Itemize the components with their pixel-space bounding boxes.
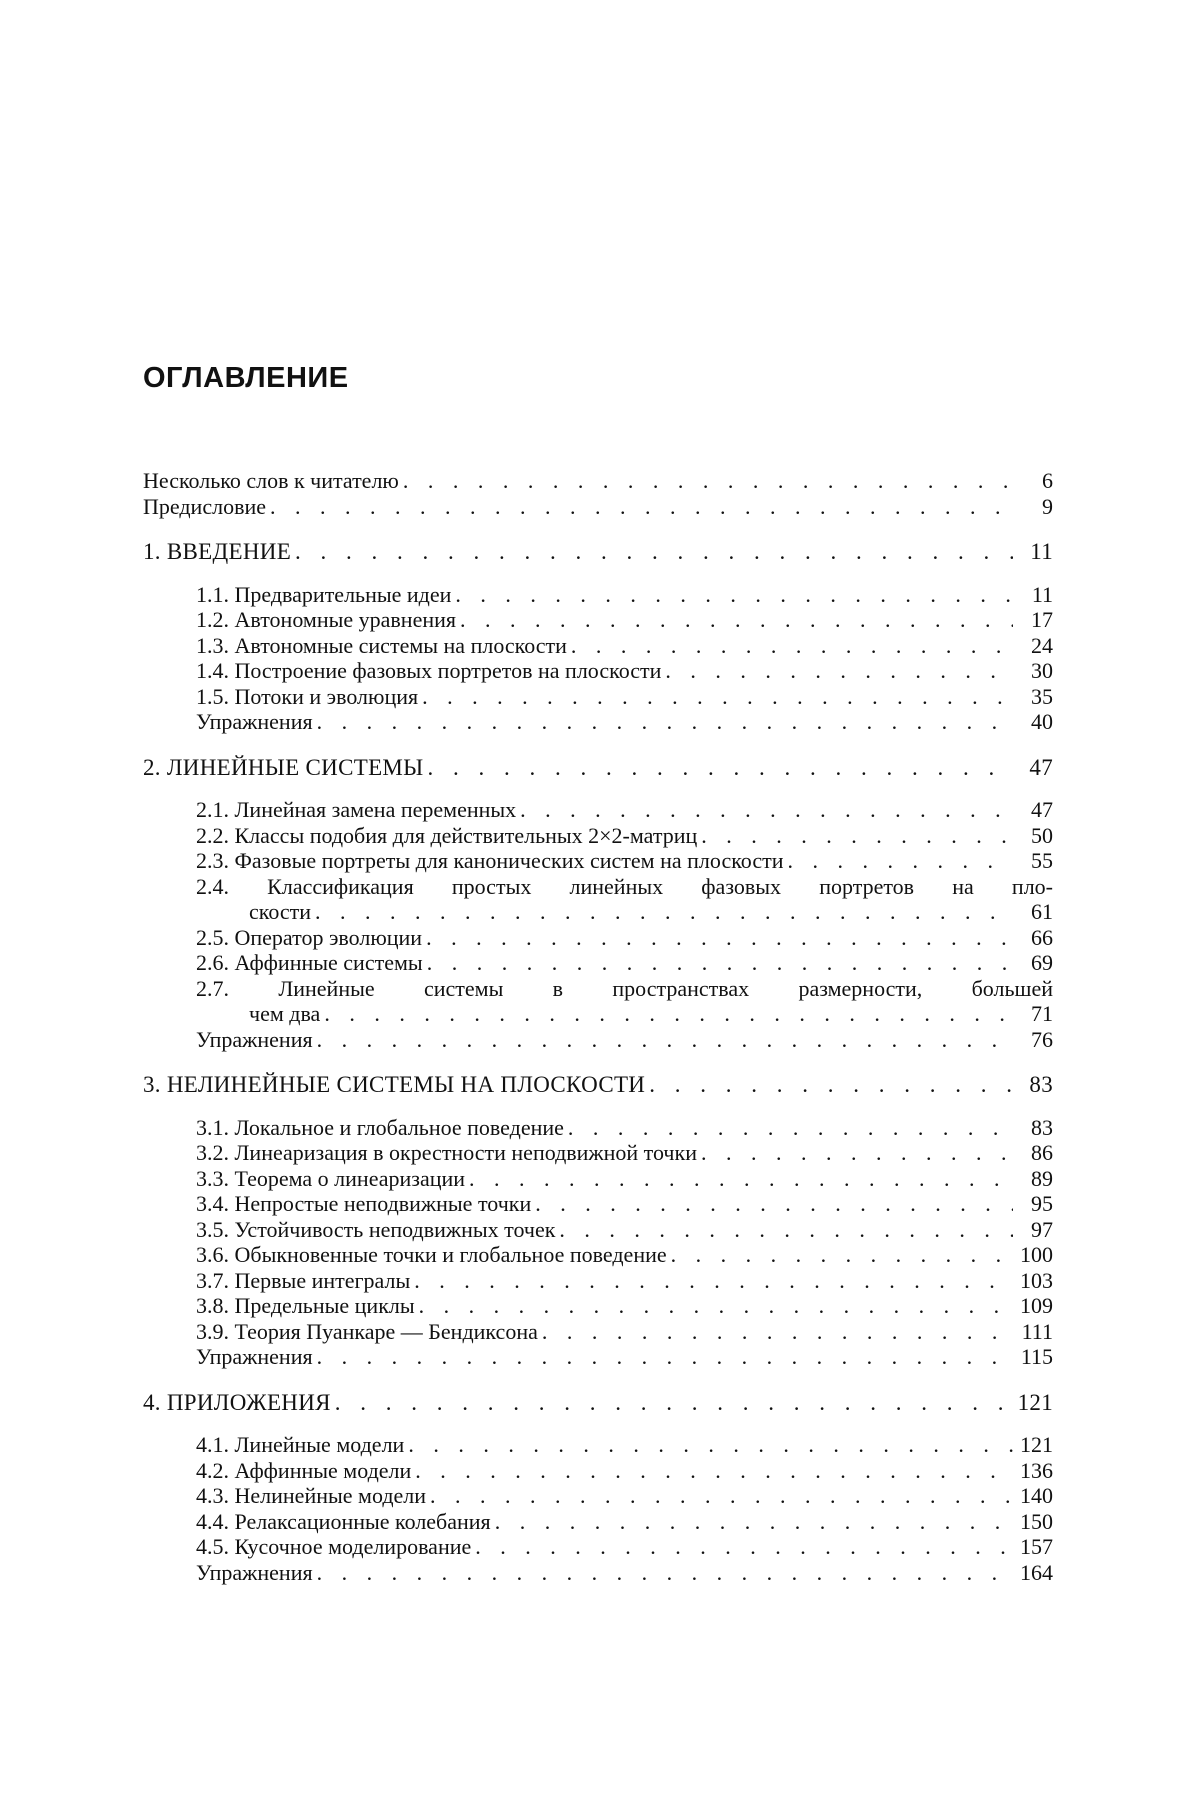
toc-entry-page: 76 <box>1031 1026 1053 1052</box>
dot-leader <box>295 539 1013 565</box>
dot-leader <box>535 1191 1013 1217</box>
toc-entry-2-7[interactable] <box>143 976 1053 1027</box>
toc-entry-page: 95 <box>1031 1191 1053 1216</box>
dot-leader <box>270 494 1013 520</box>
dot-leader <box>403 468 1013 494</box>
toc-entry-label: 4.5. Кусочное моделирование <box>196 1534 472 1559</box>
toc-entry-label: 1.2. Автономные уравнения <box>196 607 457 632</box>
toc-entry-label: 3.8. Предельные циклы <box>196 1293 415 1318</box>
toc-entry-preface[interactable] <box>143 494 1053 520</box>
toc-entry-preface-reader[interactable] <box>143 468 1053 494</box>
toc-entry-label: 4.1. Линейные модели <box>196 1432 405 1457</box>
dot-leader <box>542 1319 1013 1345</box>
toc-entry-label: 2.6. Аффинные системы <box>196 950 423 975</box>
toc-entry-page: 61 <box>1031 899 1053 924</box>
toc-entry-2-6[interactable] <box>143 950 1053 976</box>
toc-entry-3-6[interactable] <box>143 1242 1053 1268</box>
toc-chapter-1[interactable] <box>143 539 1053 565</box>
toc-entry-label: скости <box>249 899 312 924</box>
toc-entry-continuation <box>196 1001 1053 1027</box>
toc-entry-label-line1: 2.4. Классификация простых линейных фазовых портретов на пло- <box>196 873 1053 899</box>
dot-leader <box>428 755 1013 781</box>
toc-entry-label-line1: 2.7. Линейные системы в пространствах размерности, большей <box>196 975 1053 1001</box>
toc-entry-label: 2.3. Фазовые портреты для канонических систем на плоскости <box>196 848 784 873</box>
toc-entry-3-1[interactable] <box>143 1115 1053 1141</box>
toc-entry-3-exercises[interactable] <box>143 1344 1053 1370</box>
toc-chapter-page: 47 <box>1029 754 1053 780</box>
toc-entry-label: 1.3. Автономные системы на плоскости <box>196 632 567 658</box>
dot-leader <box>671 1242 1013 1268</box>
toc-entry-label: 3.2. Линеаризация в окрестности неподвижной точки <box>196 1140 697 1165</box>
toc-chapter-page: 83 <box>1029 1072 1053 1097</box>
toc-entry-label: 1.4. Построение фазовых портретов на плоскости <box>196 658 662 683</box>
dot-leader <box>701 1140 1013 1166</box>
toc-chapter-3[interactable] <box>143 1072 1053 1098</box>
toc-entry-page: 11 <box>1031 581 1053 607</box>
toc-entry-1-1[interactable] <box>143 582 1053 608</box>
dot-leader <box>335 1390 1012 1416</box>
toc-entry-page: 121 <box>1020 1432 1053 1457</box>
dot-leader <box>317 1344 1013 1370</box>
dot-leader <box>469 1166 1013 1192</box>
toc-entry-label: чем два <box>249 1001 321 1026</box>
toc-entry-3-3[interactable] <box>143 1166 1053 1192</box>
dot-leader <box>495 1509 1013 1535</box>
toc-entry-2-3[interactable] <box>143 848 1053 874</box>
toc-entry-label: 3.3. Теорема о линеаризации <box>196 1165 466 1191</box>
toc-entry-label: 3.7. Первые интегралы <box>196 1267 411 1293</box>
toc-entry-2-exercises[interactable] <box>143 1027 1053 1053</box>
toc-entry-3-4[interactable] <box>143 1191 1053 1217</box>
toc-entry-page: 115 <box>1020 1344 1053 1369</box>
toc-chapter-4[interactable] <box>143 1390 1053 1416</box>
toc-entry-page: 109 <box>1020 1293 1053 1318</box>
table-of-contents <box>143 468 1053 1585</box>
toc-entry-label: 2.5. Оператор эволюции <box>196 924 423 950</box>
dot-leader <box>427 950 1013 976</box>
toc-entry-4-4[interactable] <box>143 1509 1053 1535</box>
toc-entry-page: 150 <box>1020 1508 1053 1534</box>
toc-entry-label: 2.2. Классы подобия для действительных 2×2-матриц <box>196 822 698 848</box>
dot-leader <box>419 1293 1013 1319</box>
toc-entry-3-9[interactable] <box>143 1319 1053 1345</box>
toc-entry-2-4[interactable] <box>143 874 1053 925</box>
toc-entry-label: 2.1. Линейная замена переменных <box>196 797 517 822</box>
dot-leader <box>315 899 1013 925</box>
toc-chapter-label: 1. ВВЕДЕНИЕ <box>143 539 292 564</box>
toc-entry-3-2[interactable] <box>143 1140 1053 1166</box>
dot-leader <box>559 1217 1013 1243</box>
toc-entry-2-5[interactable] <box>143 925 1053 951</box>
toc-entry-page: 97 <box>1031 1216 1053 1242</box>
dot-leader <box>665 658 1013 684</box>
dot-leader <box>520 797 1013 823</box>
toc-entry-page: 83 <box>1031 1114 1053 1140</box>
toc-entry-1-exercises[interactable] <box>143 709 1053 735</box>
dot-leader <box>317 1027 1013 1053</box>
toc-chapter-label: 4. ПРИЛОЖЕНИЯ <box>143 1389 331 1415</box>
toc-entry-page: 86 <box>1031 1140 1053 1165</box>
dot-leader <box>415 1458 1013 1484</box>
toc-entry-3-5[interactable] <box>143 1217 1053 1243</box>
toc-entry-page: 69 <box>1031 950 1053 975</box>
toc-entry-page: 100 <box>1020 1242 1053 1267</box>
toc-chapter-page: 11 <box>1030 539 1053 564</box>
toc-entry-label: Упражнения <box>196 1559 313 1585</box>
toc-entry-label: 3.4. Непростые неподвижные точки <box>196 1191 532 1216</box>
toc-entry-page: 55 <box>1031 848 1053 873</box>
toc-entry-1-2[interactable] <box>143 607 1053 633</box>
toc-entry-page: 111 <box>1021 1318 1053 1344</box>
toc-entry-4-3[interactable] <box>143 1483 1053 1509</box>
toc-entry-label: 1.5. Потоки и эволюция <box>196 683 419 709</box>
dot-leader <box>324 1001 1013 1027</box>
toc-entry-3-8[interactable] <box>143 1293 1053 1319</box>
toc-entry-page: 50 <box>1031 822 1053 848</box>
toc-entry-page: 136 <box>1020 1457 1053 1483</box>
toc-entry-label: 3.9. Теория Пуанкаре — Бендиксона <box>196 1318 538 1344</box>
toc-entry-page: 164 <box>1020 1559 1053 1585</box>
dot-leader <box>649 1072 1013 1098</box>
dot-leader <box>455 582 1013 608</box>
toc-entry-page: 17 <box>1031 607 1053 632</box>
dot-leader <box>422 684 1013 710</box>
toc-entry-4-2[interactable] <box>143 1458 1053 1484</box>
toc-entry-label: 4.3. Нелинейные модели <box>196 1483 427 1508</box>
dot-leader <box>701 823 1013 849</box>
toc-entry-page: 24 <box>1031 632 1053 658</box>
dot-leader <box>475 1534 1013 1560</box>
toc-entry-label: 4.2. Аффинные модели <box>196 1457 412 1483</box>
toc-entry-page: 47 <box>1031 797 1053 822</box>
toc-entry-4-exercises[interactable] <box>143 1560 1053 1586</box>
toc-entry-label: Упражнения <box>196 1344 313 1369</box>
toc-entry-4-5[interactable] <box>143 1534 1053 1560</box>
dot-leader <box>568 1115 1013 1141</box>
toc-entry-label: 1.1. Предварительные идеи <box>196 581 452 607</box>
toc-entry-continuation <box>196 899 1053 925</box>
dot-leader <box>571 633 1013 659</box>
toc-entry-page: 66 <box>1031 924 1053 950</box>
toc-entry-page: 71 <box>1031 1001 1053 1026</box>
toc-entry-page: 89 <box>1031 1165 1053 1191</box>
toc-entry-page: 35 <box>1031 683 1053 709</box>
toc-entry-page: 157 <box>1020 1534 1053 1559</box>
toc-entry-page: 9 <box>1042 493 1053 519</box>
toc-entry-1-3[interactable] <box>143 633 1053 659</box>
toc-entry-label: Упражнения <box>196 1026 313 1052</box>
toc-entry-label: 3.6. Обыкновенные точки и глобальное поведение <box>196 1242 667 1267</box>
toc-entry-label: Упражнения <box>196 709 313 734</box>
toc-entry-2-1[interactable] <box>143 797 1053 823</box>
toc-entry-2-2[interactable] <box>143 823 1053 849</box>
toc-entry-page: 6 <box>1042 468 1053 493</box>
toc-chapter-page: 121 <box>1017 1389 1053 1415</box>
dot-leader <box>317 1560 1013 1586</box>
dot-leader <box>426 925 1013 951</box>
toc-entry-label: 3.5. Устойчивость неподвижных точек <box>196 1216 556 1242</box>
toc-entry-page: 40 <box>1031 709 1053 734</box>
toc-entry-label: 3.1. Локальное и глобальное поведение <box>196 1114 564 1140</box>
dot-leader <box>408 1432 1013 1458</box>
toc-entry-page: 30 <box>1031 658 1053 683</box>
toc-chapter-2[interactable] <box>143 755 1053 781</box>
toc-entry-label: Предисловие <box>143 493 266 519</box>
toc-entry-1-5[interactable] <box>143 684 1053 710</box>
dot-leader <box>430 1483 1013 1509</box>
toc-chapter-label: 2. ЛИНЕЙНЫЕ СИСТЕМЫ <box>143 754 424 780</box>
dot-leader <box>414 1268 1013 1294</box>
toc-chapter-label: 3. НЕЛИНЕЙНЫЕ СИСТЕМЫ НА ПЛОСКОСТИ <box>143 1072 646 1097</box>
dot-leader <box>787 848 1013 874</box>
page-title: ОГЛАВЛЕНИЕ <box>143 362 349 394</box>
toc-entry-page: 103 <box>1020 1267 1053 1293</box>
toc-entry-3-7[interactable] <box>143 1268 1053 1294</box>
toc-entry-4-1[interactable] <box>143 1432 1053 1458</box>
toc-entry-label: Несколько слов к читателю <box>143 468 399 493</box>
toc-entry-page: 140 <box>1020 1483 1053 1508</box>
dot-leader <box>317 709 1013 735</box>
toc-entry-label: 4.4. Релаксационные колебания <box>196 1508 491 1534</box>
dot-leader <box>460 607 1013 633</box>
toc-entry-1-4[interactable] <box>143 658 1053 684</box>
